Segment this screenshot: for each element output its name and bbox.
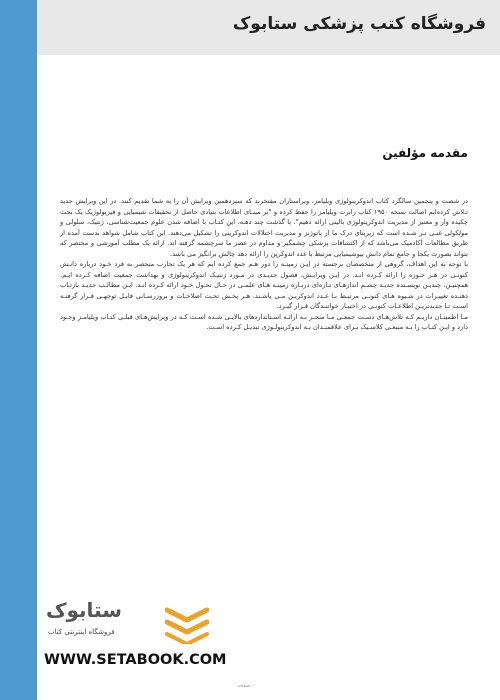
- page-header: [37, 0, 500, 55]
- body-text: [60, 196, 468, 333]
- logo-tagline: فروشگاه اینترنتی کتاب: [48, 628, 115, 636]
- website-link[interactable]: WWW.SETABOOK.COM: [44, 652, 227, 668]
- header-title: فروشگاه کتب پزشکی ستابوک: [232, 14, 486, 34]
- body-paragraph-1: در شصت و پنجمین سالگرد کتاب اندوکرینولوژی ویلیامز، ویراستاران مفتخرند که سیزدهمین ویرایش آن را به شما تقدیم کنند. در این ویرایش جدید تـلاش کرده‌ایم اصالت نسخه ۱۹۵۰ کتاب رابرت ویلیامز را حفظ کرده و "بر مبنـای اطلاعات بنیادی حاصل از تحقیقات شیمیایی و فیزیولوژیک یک بحث چکیده وار و معتبر از مدیریت اندوکرینولوژی بالینی ارائه دهیم". با گذشت چند دهـه، این کتـاب با اضافه شدن علوم جمعیت‌شناسی، ژنتیک، سلولی و مولکولی غنـی تـر شـده است که زیربنای درک ما از پاتوژنز و مدیریت اختلالات اندوکرینی را تشکیل می‌دهند. این کتاب شامل شواهد بدست آمده از طریق مطالعات آکادمیک می‌باشد که از اکتشافات پزشکی چشمگیر و مداوم در عصر ما سرچشمه گرفته اند. ارائه یک مطلب آموزشی و مختصر که بتواند بصورت یکجا و جامع تمام دانش بیوشیمیایی مرتبط با غدد اندوکرین را ارائه دهد چالش برانگیز می باشد.: [60, 197, 468, 258]
- left-accent-strip: [0, 0, 37, 700]
- section-title: مقدمه مؤلفین: [382, 146, 468, 160]
- body-paragraph-3: مـا اطمینـان داریـم کـه تلاش‌هـای دسـت جمعـی مـا منجـر بـه ارائـه اسـتانداردهای بالایـی شـده اسـت کـه در ویرایش‌هـای قبلـی کتـاب ویلیامـز وجـود دارد و ایـن کتـاب را بـه منبعـی کلاسـیک بـرای علاقمنـدان بـه اندوکرینولـوژی تبدیـل کـرده اسـت.: [60, 312, 468, 331]
- setabook-logo-icon: [165, 604, 209, 648]
- body-paragraph-2: با توجه به این اهداف، گروهی از متخصصان برجسته در ایـن زمینـه را دور هـم جمع کرده ایم که هر یک تجارب منحصر به فرد خـود درباره دانـش کنونـی در هـر حـوزه را ارائه کـرده انـد. در ایـن ویرایـش، فصول جدیـدی در مـورد ژنتیـک اندوکرینولوژی و بهداشت جمعیت اضافه کـرده ایـم. همچنیـن، چندیـن نویسـنده جدیـد چشـم اندازهـای تـازه‌ای دربـاره زمینـه هـای علمـی در حـال تحـول خـود ارائه کـرده انـد. ایـن مطالـب جدیـد بازتـاب دهنـده تغییـرات در شـیوه هـای کنونـی مرتبـط بـا غـدد اندوکریـن مـی باشـند. هـر بخـش تحـت اصلاحـات و بروزرسـانی قابـل توجهـی قـرار گرفتـه اسـت تـا جدیدتریـن اطلاعـات کنونـی در اختیـار خواننـدگان قـرار گیـرد.: [60, 260, 468, 310]
- logo-brand-name: ستابوک: [46, 598, 122, 622]
- page-number: - صفحه -: [234, 683, 254, 689]
